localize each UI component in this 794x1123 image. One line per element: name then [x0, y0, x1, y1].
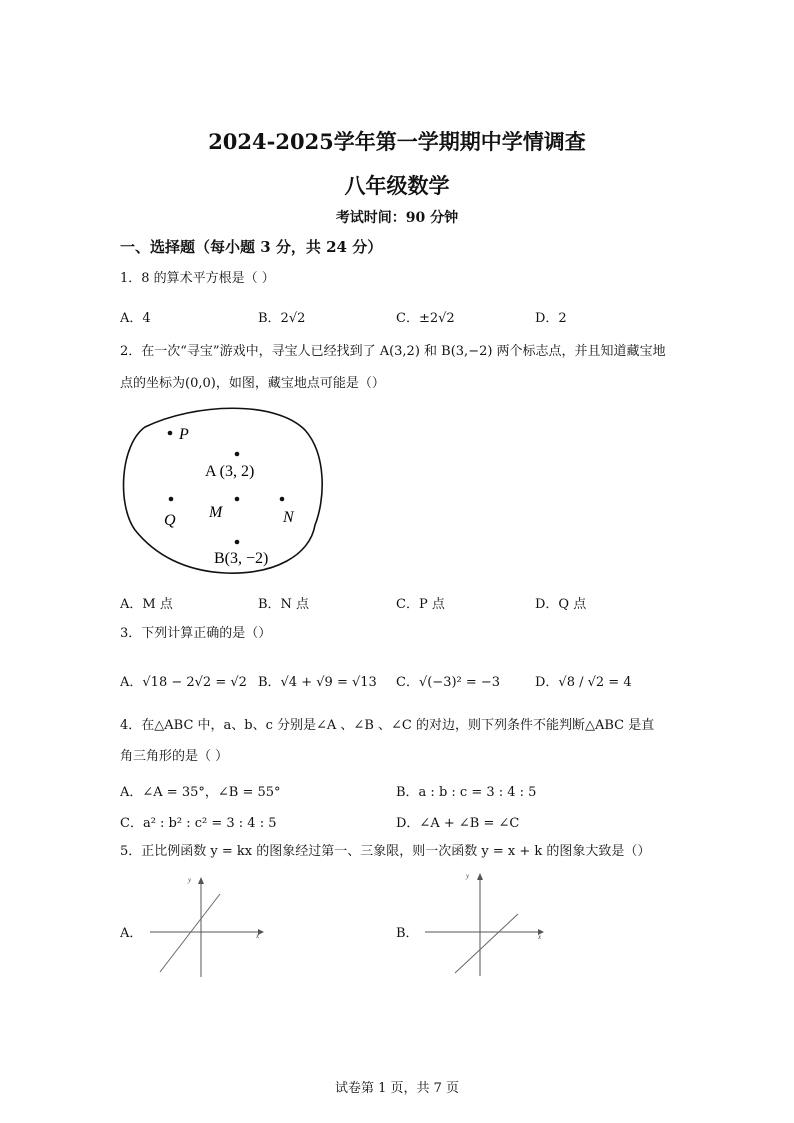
point-p-label: P — [179, 426, 189, 443]
q1-option-a: A．4 — [120, 311, 151, 326]
question-1-stem: 1．8 的算术平方根是（ ） — [120, 271, 275, 286]
q1-option-c: C．±2√2 — [396, 311, 455, 326]
point-a-dot — [235, 452, 240, 457]
function-line — [160, 894, 220, 972]
q4-option-a: A．∠A = 35°，∠B = 55° — [120, 785, 281, 800]
question-4-line-1: 4．在△ABC 中，a、b、c 分别是∠A 、∠B 、∠C 的对边，则下列条件不能判断△ABC 是直 — [120, 718, 655, 733]
map-boundary — [124, 408, 323, 573]
point-n-dot — [280, 497, 285, 502]
y-axis-label: y — [188, 876, 192, 884]
q3-option-a: A．√18 − 2√2 = √2 — [120, 675, 247, 690]
q4-option-d: D．∠A + ∠B = ∠C — [396, 816, 520, 831]
point-p-dot — [168, 431, 173, 436]
q2-option-a: A．M 点 — [120, 597, 173, 612]
x-axis-label: x — [256, 932, 260, 940]
point-m-dot — [235, 497, 240, 502]
q3-option-b: B．√4 + √9 = √13 — [258, 675, 377, 690]
point-b-dot — [235, 540, 240, 545]
q1-option-d: D．2 — [535, 311, 567, 326]
y-axis-label: y — [466, 872, 470, 880]
q5-option-b-label: B． — [396, 926, 419, 941]
point-a-label: A (3, 2) — [205, 463, 255, 480]
y-axis-arrow — [198, 877, 204, 884]
q4-option-b: B．a : b : c = 3 : 4 : 5 — [396, 785, 537, 800]
q3-option-c: C．√(−3)² = −3 — [396, 675, 501, 690]
exam-subject: 八年级数学 — [344, 173, 450, 198]
point-m-label: M — [209, 504, 223, 521]
exam-time: 考试时间：90 分钟 — [335, 210, 459, 226]
function-line — [455, 914, 518, 973]
y-axis-arrow — [477, 873, 483, 880]
page-footer: 试卷第 1 页，共 7 页 — [334, 1081, 460, 1096]
treasure-map-figure — [115, 405, 330, 585]
exam-title: 2024-2025学年第一学期期中学情调查 — [208, 129, 586, 154]
q5-option-a-label: A． — [120, 926, 143, 941]
question-5-stem: 5．正比例函数 y = kx 的图象经过第一、三象限，则一次函数 y = x + k 的图象大致是（） — [120, 844, 651, 859]
q1-option-b: B．2√2 — [258, 311, 306, 326]
q2-option-d: D．Q 点 — [535, 597, 587, 612]
question-3-stem: 3．下列计算正确的是（） — [120, 626, 272, 641]
q4-option-c: C．a² : b² : c² = 3 : 4 : 5 — [120, 816, 277, 831]
q2-option-b: B．N 点 — [258, 597, 310, 612]
point-q-label: Q — [164, 512, 176, 529]
q3-option-d: D．√8 / √2 = 4 — [535, 675, 632, 690]
question-4-line-2: 角三角形的是（ ） — [120, 749, 229, 764]
question-2-line-1: 2．在一次“寻宝”游戏中，寻宝人已经找到了 A(3,2) 和 B(3,−2) 两个标志点，并且知道藏宝地 — [120, 344, 666, 359]
point-b-label: B(3, −2) — [214, 550, 269, 567]
point-q-dot — [169, 497, 174, 502]
question-2-line-2: 点的坐标为(0,0)，如图，藏宝地点可能是（） — [120, 376, 385, 391]
x-axis-label: x — [538, 933, 542, 941]
q2-option-c: C．P 点 — [396, 597, 445, 612]
q5-option-a-graph — [140, 872, 270, 982]
q5-option-b-graph — [420, 868, 555, 980]
section-heading: 一、选择题（每小题 3 分，共 24 分） — [120, 238, 383, 256]
point-n-label: N — [283, 509, 294, 526]
